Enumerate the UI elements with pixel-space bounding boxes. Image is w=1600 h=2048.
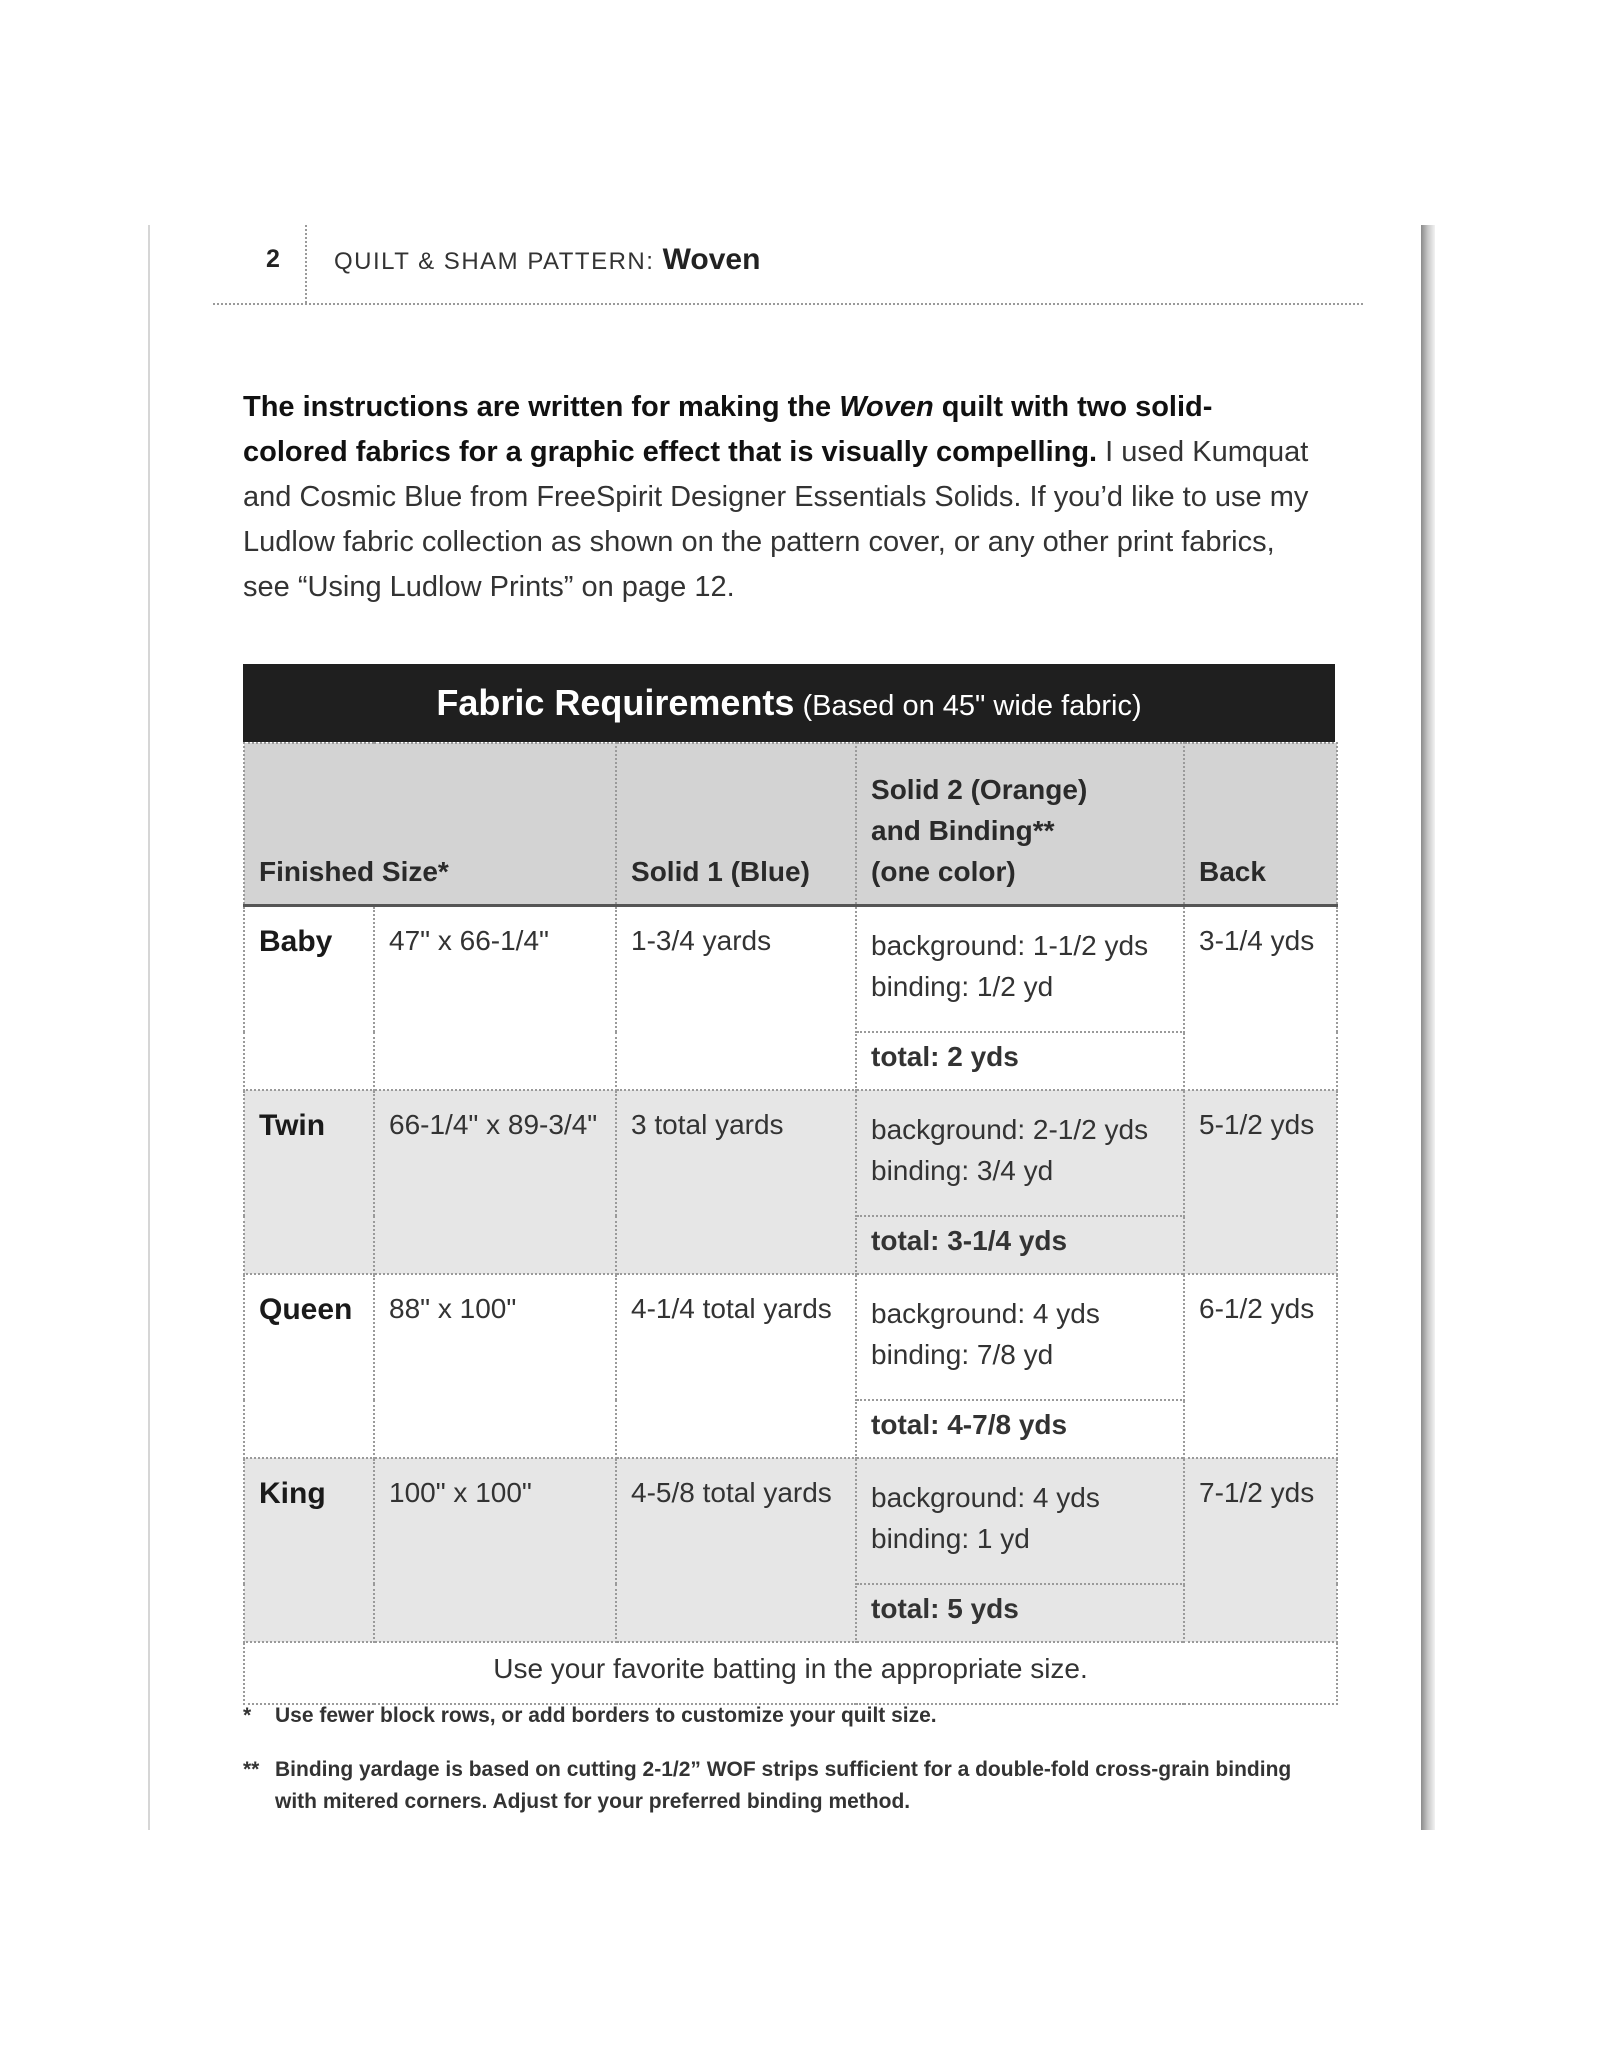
- intro-bold-suffix: quilt with two solid-colored fabrics for a graphic effect that is visually compelling.: [243, 391, 1213, 468]
- col-back: Back: [1184, 743, 1337, 906]
- size-dimensions: 66-1/4" x 89-3/4": [374, 1090, 616, 1274]
- binding-yardage: binding: 7/8 yd: [871, 1339, 1054, 1370]
- size-dimensions: 47" x 66-1/4": [374, 906, 616, 1091]
- background-yardage: background: 4 yds: [871, 1298, 1100, 1329]
- footnote-text: Use fewer block rows, or add borders to customize your quilt size.: [275, 1704, 937, 1727]
- col-finished-size: Finished Size*: [244, 743, 616, 906]
- background-yardage: background: 4 yds: [871, 1482, 1100, 1513]
- footnote-mark: **: [243, 1758, 260, 1781]
- batting-note: Use your favorite batting in the appropriate size.: [244, 1642, 1337, 1704]
- size-name: Baby: [244, 906, 374, 1091]
- fabric-requirements-header: [243, 664, 1335, 742]
- col-solid-1: Solid 1 (Blue): [616, 743, 856, 906]
- table-row: [244, 906, 1337, 1033]
- pattern-name: Woven: [662, 243, 761, 276]
- page-edge-shadow: [1421, 225, 1435, 1830]
- table-subtitle: (Based on 45" wide fabric): [802, 690, 1142, 722]
- binding-yardage: binding: 1/2 yd: [871, 971, 1054, 1002]
- pattern-title: [334, 243, 760, 277]
- solid-2-breakdown: [856, 1274, 1184, 1400]
- background-yardage: background: 2-1/2 yds: [871, 1114, 1149, 1145]
- size-name: Queen: [244, 1274, 374, 1458]
- solid-2-total: total: 3-1/4 yds: [856, 1216, 1184, 1274]
- col-solid-2: [856, 743, 1184, 906]
- page-header: [213, 225, 1363, 305]
- size-name: King: [244, 1458, 374, 1642]
- table-row: [244, 1458, 1337, 1584]
- page-number: 2: [266, 245, 280, 273]
- solid-1-yardage: 4-5/8 total yards: [616, 1458, 856, 1642]
- solid-1-yardage: 4-1/4 total yards: [616, 1274, 856, 1458]
- fabric-requirements-table: [243, 742, 1338, 1705]
- intro-normal-text: I used Kumquat and Cosmic Blue from FreeSpirit Designer Essentials Solids. If you’d like to use my Ludlow fabric collection as shown on the pattern cover, or any other print fabrics, see “Using Ludlow Prints” on page 12.: [243, 436, 1309, 603]
- solid-2-total: total: 2 yds: [856, 1032, 1184, 1090]
- solid-2-total: total: 4-7/8 yds: [856, 1400, 1184, 1458]
- table-header-row: [244, 743, 1337, 906]
- size-dimensions: 88" x 100": [374, 1274, 616, 1458]
- binding-yardage: binding: 1 yd: [871, 1523, 1030, 1554]
- solid-1-yardage: 1-3/4 yards: [616, 906, 856, 1091]
- intro-paragraph: [243, 385, 1313, 610]
- col-solid-2-line3: (one color): [871, 856, 1016, 887]
- binding-yardage: binding: 3/4 yd: [871, 1155, 1054, 1186]
- col-solid-2-line1: Solid 2 (Orange): [871, 774, 1088, 805]
- pattern-label: QUILT & SHAM PATTERN:: [334, 248, 655, 275]
- footnote-text-line2: with mitered corners. Adjust for your preferred binding method.: [275, 1790, 911, 1813]
- size-dimensions: 100" x 100": [374, 1458, 616, 1642]
- back-yardage: 3-1/4 yds: [1184, 906, 1337, 1091]
- background-yardage: background: 1-1/2 yds: [871, 930, 1149, 961]
- footnote-size: [243, 1700, 1343, 1732]
- col-solid-2-line2: and Binding**: [871, 815, 1055, 846]
- table-title: Fabric Requirements: [436, 682, 795, 723]
- back-yardage: 7-1/2 yds: [1184, 1458, 1337, 1642]
- solid-2-total: total: 5 yds: [856, 1584, 1184, 1642]
- size-name: Twin: [244, 1090, 374, 1274]
- intro-bold-italic: Woven: [839, 391, 934, 423]
- solid-2-breakdown: [856, 1458, 1184, 1584]
- solid-2-breakdown: [856, 906, 1184, 1033]
- solid-1-yardage: 3 total yards: [616, 1090, 856, 1274]
- batting-note-row: [244, 1642, 1337, 1704]
- table-row: [244, 1090, 1337, 1216]
- header-divider: [305, 225, 307, 303]
- footnote-mark: *: [243, 1704, 252, 1727]
- back-yardage: 5-1/2 yds: [1184, 1090, 1337, 1274]
- solid-2-breakdown: [856, 1090, 1184, 1216]
- intro-bold-prefix: The instructions are written for making the: [243, 391, 840, 423]
- back-yardage: 6-1/2 yds: [1184, 1274, 1337, 1458]
- footnote-binding: [243, 1754, 1343, 1818]
- footnote-text-line1: Binding yardage is based on cutting 2-1/2” WOF strips sufficient for a double-fold cross-grain binding: [275, 1758, 1292, 1781]
- table-row: [244, 1274, 1337, 1400]
